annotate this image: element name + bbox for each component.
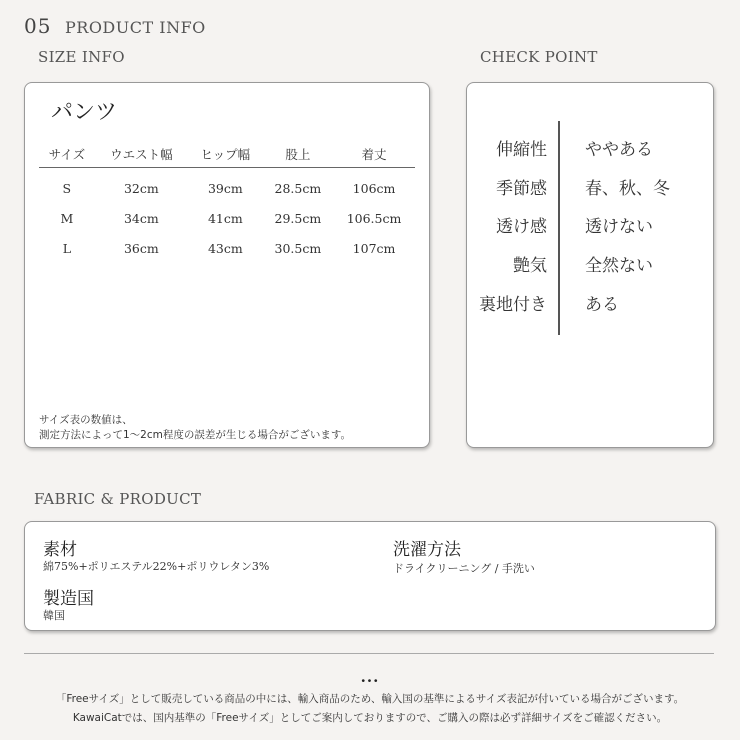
table-cell: 106cm xyxy=(352,180,396,196)
origin-value: 韓国 xyxy=(43,609,65,622)
table-cell: L xyxy=(62,240,71,256)
column-header: サイズ xyxy=(39,141,95,168)
footer-note-line: 「Freeサイズ」として販売している商品の中には、輸入商品のため、輸入国の基準によるサイズ表記が付いている場合がございます。 xyxy=(55,693,685,705)
check-point-panel xyxy=(466,82,714,448)
check-row xyxy=(467,251,713,279)
section-number: 05 xyxy=(24,14,52,38)
check-label: 艶気 xyxy=(513,256,547,276)
table-cell: S xyxy=(62,180,72,196)
table-header-row xyxy=(39,141,415,168)
wash-heading: 洗濯方法 xyxy=(393,540,461,560)
ellipsis-mark: ... xyxy=(360,668,380,686)
table-cell: M xyxy=(60,210,74,226)
check-row xyxy=(467,290,713,318)
table-cell: 29.5cm xyxy=(274,210,322,226)
check-value: ある xyxy=(585,295,619,315)
table-row xyxy=(39,168,415,204)
check-point-title: CHECK POINT xyxy=(480,48,598,66)
fabric-title: FABRIC & PRODUCT xyxy=(34,490,202,508)
table-row xyxy=(39,203,415,233)
check-row xyxy=(467,174,713,202)
check-value: 全然ない xyxy=(585,256,653,276)
table-cell: 39cm xyxy=(207,180,243,196)
table-cell: 43cm xyxy=(207,240,243,256)
page-title: PRODUCT INFO xyxy=(65,18,206,37)
material-heading: 素材 xyxy=(43,540,77,560)
size-info-panel xyxy=(24,82,430,448)
column-header: ヒップ幅 xyxy=(188,141,263,168)
column-header: 着丈 xyxy=(333,141,415,168)
wash-value: ドライクリーニング / 手洗い xyxy=(393,562,535,575)
table-row xyxy=(39,233,415,263)
size-table xyxy=(39,141,415,263)
check-label: 伸縮性 xyxy=(496,140,547,160)
size-note-line: サイズ表の数値は、 xyxy=(39,414,133,426)
size-note xyxy=(39,413,351,443)
table-cell: 34cm xyxy=(123,210,159,226)
table-cell: 32cm xyxy=(123,180,159,196)
check-label: 季節感 xyxy=(496,179,547,199)
footer-divider xyxy=(24,653,714,654)
table-cell: 106.5cm xyxy=(346,210,402,226)
size-info-title: SIZE INFO xyxy=(38,48,125,66)
origin-heading: 製造国 xyxy=(43,589,94,609)
table-cell: 30.5cm xyxy=(274,240,322,256)
item-name: パンツ xyxy=(51,100,118,125)
table-cell: 41cm xyxy=(207,210,243,226)
column-header: ウエスト幅 xyxy=(95,141,188,168)
check-row xyxy=(467,135,713,163)
check-value: 春、秋、冬 xyxy=(585,179,670,199)
check-row xyxy=(467,212,713,240)
material-value: 綿75%+ポリエステル22%+ポリウレタン3% xyxy=(43,560,270,573)
table-cell: 36cm xyxy=(123,240,159,256)
footer-note-line: KawaiCatでは、国内基準の「Freeサイズ」としてご案内しておりますので、ご購入の際は必ず詳細サイズをご確認ください。 xyxy=(72,712,668,724)
size-note-line: 測定方法によって1〜2cm程度の誤差が生じる場合がございます。 xyxy=(39,429,352,441)
table-cell: 107cm xyxy=(352,240,396,256)
check-label: 裏地付き xyxy=(479,295,547,315)
table-cell: 28.5cm xyxy=(274,180,322,196)
fabric-panel xyxy=(24,521,716,631)
check-value: 透けない xyxy=(585,217,653,237)
check-value: ややある xyxy=(585,140,653,160)
column-header: 股上 xyxy=(263,141,333,168)
check-label: 透け感 xyxy=(496,217,547,237)
